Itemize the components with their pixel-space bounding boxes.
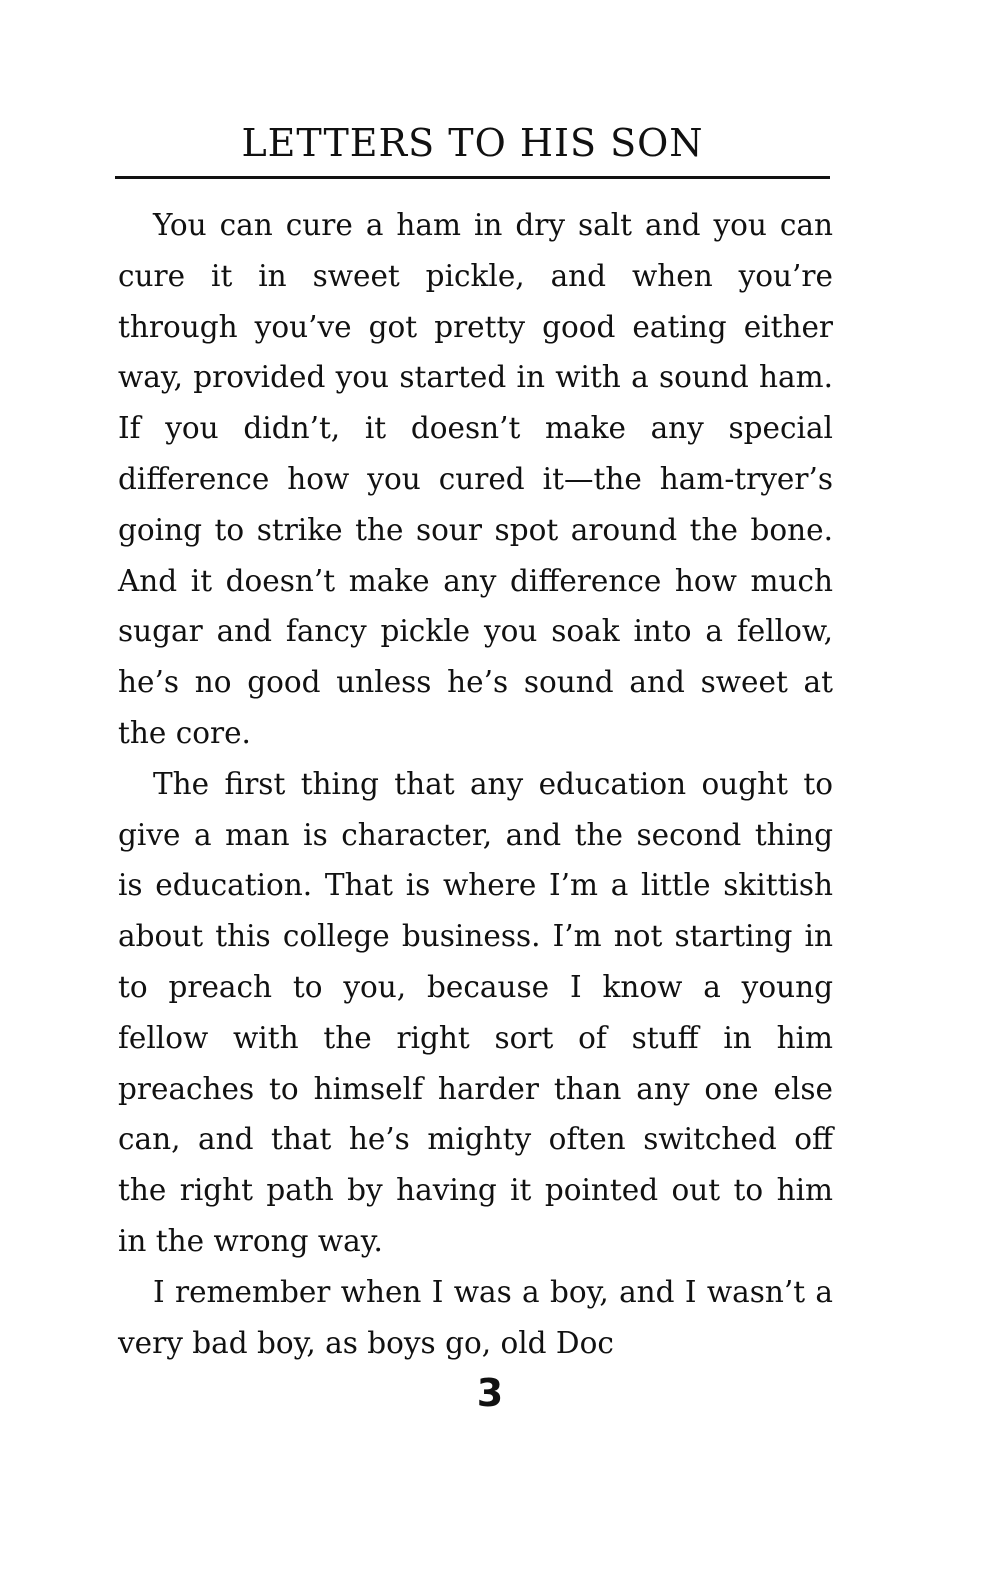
running-title: LETTERS TO HIS SON bbox=[241, 121, 704, 165]
paragraph-1: You can cure a ham in dry salt and you can cure it in sweet pickle, and when you’re through you’ve got pretty good eating either way, provided you started in with a sound ham. If you didn’t, it doesn’t make any special difference how you cured it—the ham-tryer’s going to strike the sour spot around the bone. And it doesn’t make any difference how much sugar and fancy pickle you soak into a fellow, he’s no good unless he’s sound and sweet at the core. bbox=[118, 208, 833, 750]
page-number: 3 bbox=[476, 1371, 504, 1415]
paragraph-3: I remember when I was a boy, and I wasn’t a very bad boy, as boys go, old Doc bbox=[118, 1274, 833, 1360]
header-rule bbox=[115, 176, 830, 179]
paragraph-2: The first thing that any education ought to give a man is character, and the second thing is education. That is where I’m a little skittish about this college business. I’m not starting in to preach to you, because I know a young fellow with the right sort of stuff in him preaches to himself harder than any one else can, and that he’s mighty often switched off the right path by having it pointed out to him in the wrong way. bbox=[118, 766, 833, 1258]
body-text bbox=[118, 200, 833, 1368]
